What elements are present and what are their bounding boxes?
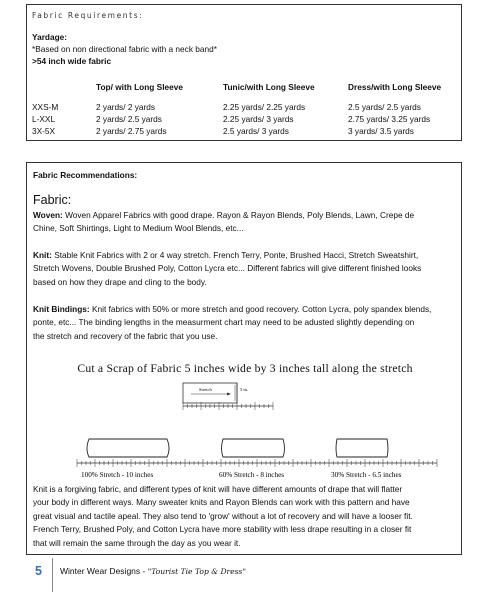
bindings-label: Knit Bindings:: [33, 304, 90, 314]
size-cell: XXS-M: [32, 102, 59, 112]
yardage-note-1: *Based on non directional fabric with a neck band*: [32, 44, 217, 54]
column-header-dress: Dress/with Long Sleeve: [348, 82, 442, 92]
woven-line: Chine, Soft Shirtings, Light to Medium Wool Blends, etc...: [33, 223, 244, 234]
bindings-paragraph: [33, 303, 457, 343]
bindings-line: ponte, etc... The binding lengths in the measurment chart may need to be adusted slightly depending on: [33, 317, 415, 328]
fabric-recommendations-box: [26, 162, 462, 555]
top-cell: 2 yards/ 2.75 yards: [96, 126, 167, 136]
size-cell: L-XXL: [32, 114, 56, 124]
stretch-result-label: 30% Stretch - 6.5 inches: [331, 471, 402, 479]
woven-label: Woven:: [33, 210, 63, 220]
footer-text: [60, 566, 246, 576]
tunic-cell: 2.25 yards/ 3 yards: [223, 114, 294, 124]
stretched-sample-60: [222, 439, 285, 457]
woven-line: Woven Apparel Fabrics with good drape. Rayon & Rayon Blends, Poly Blends, Lawn, Crepe de: [62, 210, 415, 220]
bottom-ruler: [77, 459, 437, 467]
dress-cell: 2.5 yards/ 2.5 yards: [348, 102, 421, 112]
footer-pattern-name: "Tourist Tie Top & Dress": [147, 567, 246, 576]
requirements-heading: Fabric Requirements:: [32, 11, 144, 20]
stretched-sample-100: [87, 439, 169, 457]
footer-brand: Winter Wear Designs -: [60, 566, 148, 576]
fabric-requirements-box: [26, 4, 462, 141]
fabric-heading: Fabric:: [33, 193, 72, 207]
knit-paragraph: [33, 249, 457, 289]
stretch-label: Stretch: [199, 387, 212, 392]
scrap-instruction-title: Cut a Scrap of Fabric 5 inches wide by 3 inches tall along the stretch: [77, 362, 413, 375]
stretch-result-label: 100% Stretch - 10 inches: [81, 471, 154, 479]
closing-line: your body in different ways. Many sweater knits and Rayon Blends can work with this pattern and have: [33, 497, 410, 508]
bindings-line: the stretch and recovery of the fabric that you use.: [33, 330, 218, 341]
page-number: 5: [35, 564, 42, 578]
tunic-cell: 2.5 yards/ 3 yards: [223, 126, 289, 136]
size-cell: 3X-5X: [32, 126, 56, 136]
stretched-sample-30: [336, 439, 388, 457]
top-cell: 2 yards/ 2 yards: [96, 102, 156, 112]
closing-paragraph: [33, 483, 457, 550]
page-footer: [26, 558, 462, 592]
knit-label: Knit:: [33, 250, 52, 260]
closing-line: French Terry, Brushed Poly, and Cotton Lycra have more stability with less drape resulting in a closer fit: [33, 524, 412, 535]
fabric-scrap-sample: [183, 383, 248, 403]
dress-cell: 3 yards/ 3.5 yards: [348, 126, 414, 136]
knit-line: based on how they drape and cling to the body.: [33, 276, 207, 287]
height-label: 3 in.: [240, 387, 249, 392]
stretch-test-diagram: [27, 381, 463, 481]
footer-divider: [52, 558, 53, 592]
stretch-result-label: 60% Stretch - 8 inches: [219, 471, 285, 479]
yardage-note-2: >54 inch wide fabric: [32, 56, 112, 66]
yardage-label: Yardage:: [32, 32, 68, 42]
knit-line: Stable Knit Fabrics with 2 or 4 way stretch. French Terry, Ponte, Brushed Hacci, Stretch Sweatshirt,: [51, 250, 419, 260]
closing-line: great visual and tactile apeal. They also tend to 'grow' without a lot of recovery and will have a looser fit.: [33, 510, 413, 521]
closing-line: that will remain the same through the day as you wear it.: [33, 537, 241, 548]
dress-cell: 2.75 yards/ 3.25 yards: [348, 114, 431, 124]
woven-paragraph: [33, 209, 457, 236]
column-header-tunic: Tunic/with Long Sleeve: [223, 82, 315, 92]
closing-line: Knit is a forgiving fabric, and different types of knit will have different amounts of drape that will flatter: [33, 484, 403, 494]
column-header-top: Top/ with Long Sleeve: [96, 82, 183, 92]
recommendations-heading: Fabric Recommendations:: [33, 170, 138, 180]
top-cell: 2 yards/ 2.5 yards: [96, 114, 162, 124]
tunic-cell: 2.25 yards/ 2.25 yards: [223, 102, 306, 112]
knit-line: Stretch Wovens, Double Brushed Poly, Cotton Lycra etc... Different fabrics will give different finished looks: [33, 263, 422, 274]
bindings-line: Knit fabrics with 50% or more stretch and good recovery. Cotton Lycra, poly spandex blends,: [89, 304, 432, 314]
